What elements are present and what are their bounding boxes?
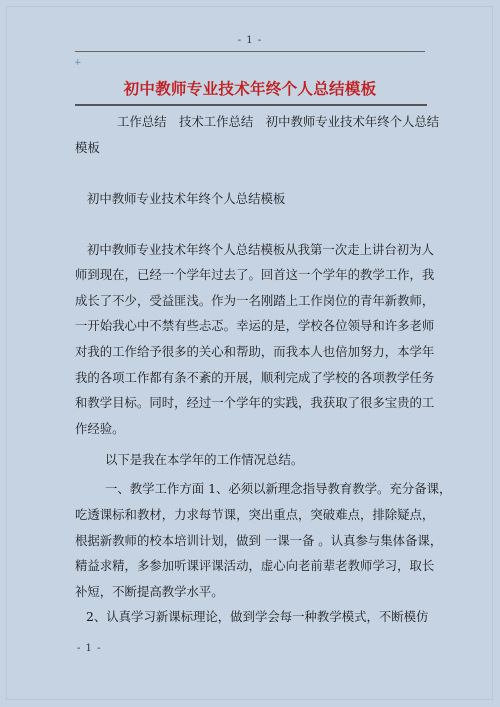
footer-page-number: - 1 - bbox=[77, 643, 102, 654]
category-line-continued: 模板 bbox=[75, 140, 100, 155]
body-line: 一开始我心中不禁有些忐忑。幸运的是，学校各位领导和许多老师 bbox=[75, 318, 435, 333]
document-subtitle: 初中教师专业技术年终个人总结模板 bbox=[87, 191, 286, 206]
body-line: 成长了不少，受益匪浅。作为一名刚踏上工作岗位的青年新教师， bbox=[75, 293, 435, 308]
anchor-plus-mark: + bbox=[74, 58, 82, 68]
category-line: 工作总结 技术工作总结 初中教师专业技术年终个人总结 bbox=[117, 114, 440, 129]
body-line: 和教学目标。同时，经过一个学年的实践，我获取了很多宝贵的工 bbox=[75, 395, 435, 410]
body-line: 师到现在，已经一个学年过去了。回首这一个学年的教学工作，我 bbox=[75, 267, 435, 282]
body-line: 根据新教师的校本培训计划，做到 一课一备 。认真参与集体备课， bbox=[75, 533, 443, 548]
header-rule bbox=[75, 51, 425, 52]
body-line: 补短，不断提高教学水平。 bbox=[75, 584, 224, 599]
body-line: 精益求精，多参加听课评课活动，虚心向老前辈老教师学习，取长 bbox=[75, 558, 435, 573]
header-page-number: - 1 - bbox=[237, 35, 263, 46]
body-line: 吃透课标和教材，力求每节课，突出重点，突破难点，排除疑点， bbox=[75, 507, 435, 522]
body-line: 我的各项工作都有条不紊的开展，顺利完成了学校的各项教学任务 bbox=[75, 370, 435, 385]
body-line: 以下是我在本学年的工作情况总结。 bbox=[105, 452, 304, 467]
body-line: 初中教师专业技术年终个人总结模板从我第一次走上讲台初为人 bbox=[87, 242, 434, 257]
body-line: 一、教学工作方面 1、必须以新理念指导教育教学。充分备课， bbox=[105, 481, 452, 496]
title-rule bbox=[75, 104, 427, 106]
body-line: 2、认真学习新课标理论，做到学会每一种教学模式，不断模仿 bbox=[86, 609, 429, 624]
document-title: 初中教师专业技术年终个人总结模板 bbox=[123, 79, 377, 98]
body-line: 对我的工作给予很多的关心和帮助，而我本人也倍加努力，本学年 bbox=[75, 344, 435, 359]
body-line: 作经验。 bbox=[75, 421, 125, 436]
